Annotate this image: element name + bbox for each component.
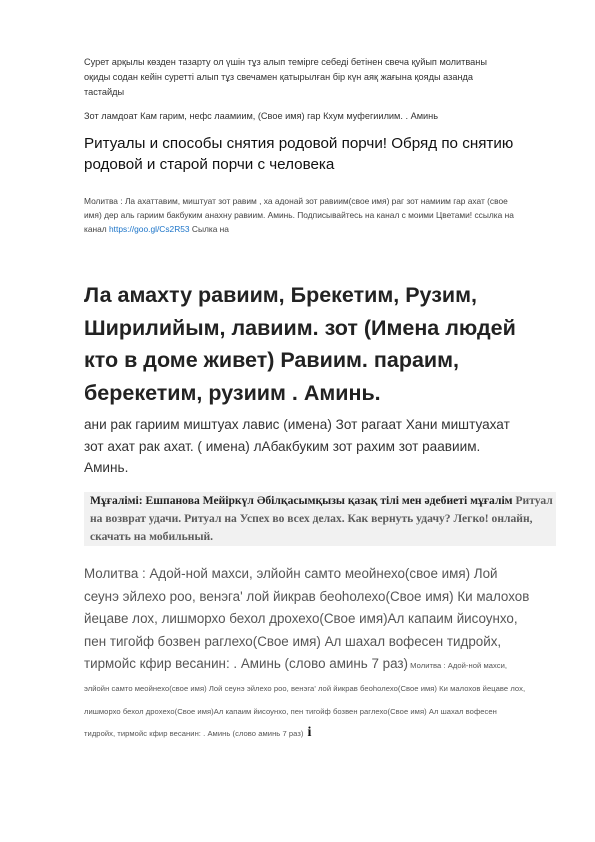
- section-heading: Ритуалы и способы снятия родовой порчи! Обряд по снятию родовой и старой порчи с человека: [84, 135, 514, 173]
- link-tail: Сылка на: [189, 224, 229, 234]
- paragraph-kazakh-ritual: Сурет арқылы көзден тазарту ол үшін тұз алып темірге себеді бетінен свеча қуйып молитваны оқиды содан кейін суретті алып тұз свечамен қатырылған бір күн аяқ жағына қояды азанда тастайды: [84, 57, 487, 97]
- highlighted-paragraph: [84, 492, 556, 546]
- prayer-text: Молитва : Ла ахаттавим, миштуат зот равим , ха адонай зот равиим(свое имя) раг зот намиим гар ахат (свое имя) дер аль гариим бакбуким анахну равиим. Аминь. Подписывайтесь на канал с моими Цветами! ссылка на канал: [84, 196, 514, 234]
- luck-ritual-text: Ритуал на возврат удачи. Ритуал на Успех во всех делах. Как вернуть удачу? Легко! онлайн, скачать на мобильный.: [90, 494, 553, 543]
- paragraph-long-prayer: [84, 563, 530, 745]
- paragraph-names-prayer: ани рак гариим миштуах лавис (имена) Зот рагаат Хани миштуахат зот ахат рак ахат. ( имена) лАбакбуким зот рахим зот раавиим. Аминь.: [84, 417, 510, 475]
- big-heading: Ла амахту равиим, Брекетим, Рузим, Ширилийым, лавиим. зот (Имена людей кто в доме живет) Равиим. параим, берекетим, рузиим . Аминь.: [84, 283, 516, 405]
- channel-link[interactable]: https://goo.gl/Cs2R53: [109, 224, 190, 234]
- paragraph-prayer-short: Зот ламдоат Кам гарим, нефс лаамиим, (Свое имя) гар Кхум муфегиилим. . Аминь: [84, 111, 439, 121]
- end-glyph: i: [307, 725, 312, 741]
- paragraph-prayer-channel: [84, 194, 524, 236]
- prayer-main: Молитва : Адой-ной махси, элйойн самто меойнехо(свое имя) Лой сеунэ эйлехо роо, венэга' лой йикрав беоhолехо(Свое имя) Ки малохов йецаве лох, лишморхо бехол дрохехо(Свое имя)Ал капаим йисоунхо, пен тигойф бозвен раглехо(Свое имя) Ал шахал вофесен тидройх, тирмойс кфир весанин: . Аминь (слово аминь 7 раз): [84, 566, 530, 672]
- teacher-name: Мұғалімі: Ешпанова Мейіркүл Әбілқасымқызы қазақ тілі мен әдебиеті мұғалім: [90, 494, 513, 507]
- prayer-small-repeat: Молитва : Адой-ной махси, элйойн самто меойнехо(свое имя) Лой сеунэ эйлехо роо, венэга' лой йикрав беоhолехо(Свое имя) Ки малохов йецаве лох, лишморхо бехол дрохехо(Свое имя)Ал капаим йисоунхо, пен тигойф бозвен раглехо(Свое имя) Ал шахал вофесен тидройх, тирмойс кфир весанин: . Аминь (слово аминь 7 раз): [84, 661, 526, 739]
